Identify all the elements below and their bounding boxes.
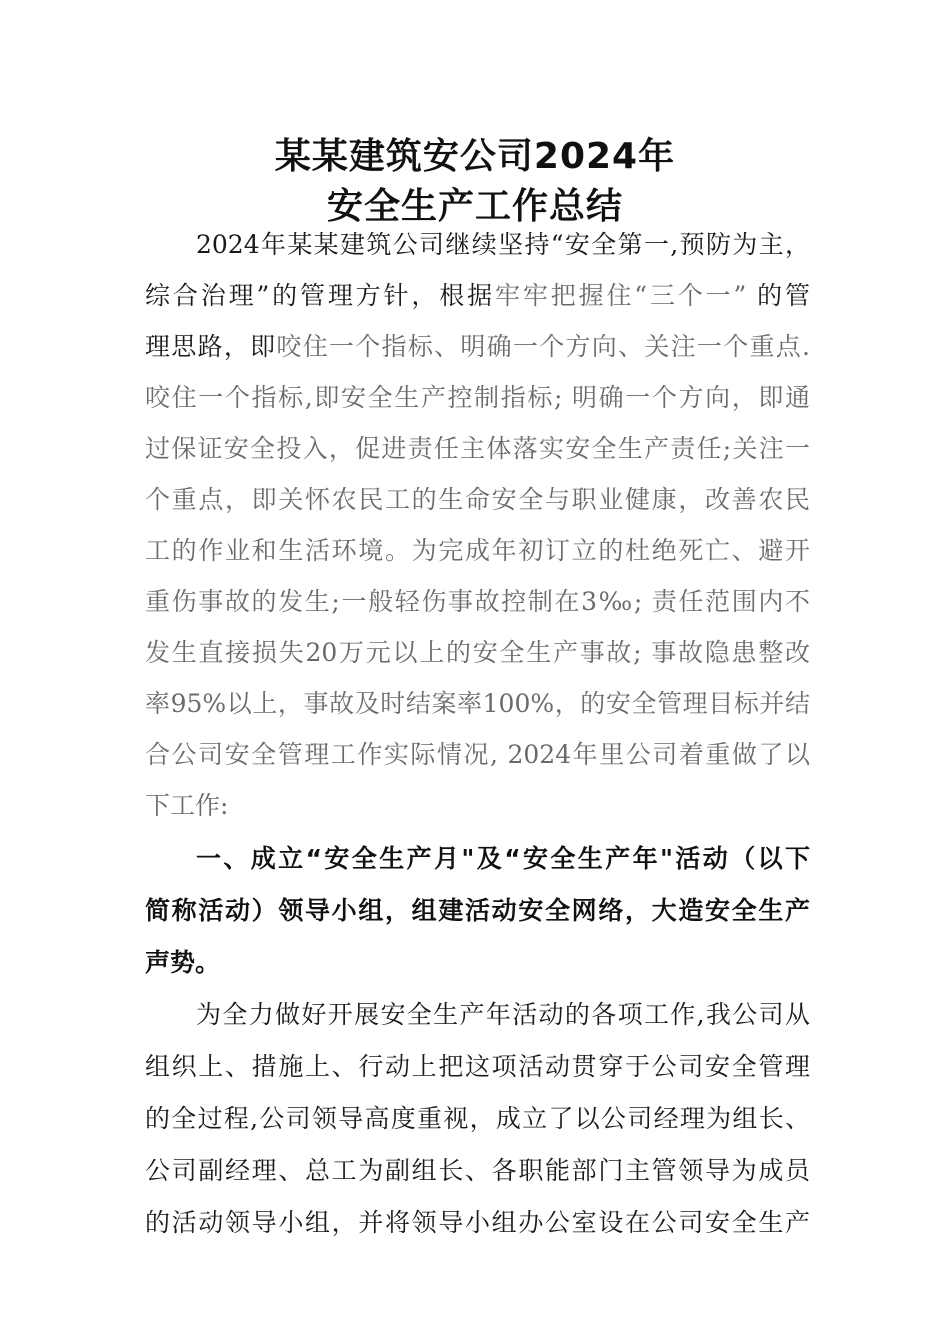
- section-heading-1-line-2: 简称活动）领导小组，组建活动安全网络，大造安全生产: [145, 896, 810, 925]
- section-heading-1-line-3: 声势。: [145, 948, 221, 977]
- document-title-line-2: 安全生产工作总结: [326, 186, 623, 227]
- paragraph-1-line-2-part-b: 牢牢把握住“三个一”: [495, 281, 747, 310]
- paragraph-1-line-4: 咬住一个指标,即安全生产控制指标; 明确一个方向，即通: [145, 383, 810, 412]
- document-title-line-1: 某某建筑安公司2024年: [274, 136, 676, 177]
- paragraph-1-line-3-part-b: 咬住一个指标、明确一个方向、关注一个重点.: [276, 332, 810, 361]
- paragraph-1-line-9: 发生直接损失20万元以上的安全生产事故; 事故隐患整改: [145, 638, 810, 667]
- paragraph-1-line-10: 率95%以上，事故及时结案率100%，的安全管理目标并结: [145, 689, 810, 718]
- paragraph-1-line-7: 工的作业和生活环境。为完成年初订立的杜绝死亡、避开: [145, 536, 810, 565]
- paragraph-1-line-3: [145, 323, 810, 371]
- paragraph-2-line-4: 公司副经理、总工为副组长、各职能部门主管领导为成员: [145, 1156, 810, 1185]
- paragraph-2-line-5: 的活动领导小组，并将领导小组办公室设在公司安全生产: [145, 1208, 810, 1237]
- paragraph-1-line-1: 2024年某某建筑公司继续坚持“安全第一,预防为主，: [196, 230, 810, 259]
- paragraph-1-line-8: 重伤事故的发生;一般轻伤事故控制在3‰; 责任范围内不: [145, 587, 810, 616]
- paragraph-1-line-6: 个重点，即关怀农民工的生命安全与职业健康，改善农民: [145, 485, 810, 514]
- paragraph-2-line-2: 组织上、措施上、行动上把这项活动贯穿于公司安全管理: [145, 1052, 810, 1081]
- paragraph-1-line-2-part-a: 综合治理”的管理方针，根据: [145, 281, 495, 310]
- paragraph-1-line-3-part-a: 理思路，即: [145, 332, 277, 361]
- paragraph-2-line-1: 为全力做好开展安全生产年活动的各项工作,我公司从: [196, 1000, 810, 1029]
- paragraph-1-line-2: [145, 272, 810, 320]
- section-heading-1-line-1: 一、成立“安全生产月"及“安全生产年"活动（以下: [196, 844, 810, 873]
- paragraph-1-line-2-part-c: 的管: [746, 281, 810, 310]
- paragraph-1-line-5: 过保证安全投入，促进责任主体落实安全生产责任;关注一: [145, 434, 810, 463]
- paragraph-2-line-3: 的全过程,公司领导高度重视，成立了以公司经理为组长、: [145, 1104, 810, 1133]
- paragraph-1-line-11: 合公司安全管理工作实际情况, 2024年里公司着重做了以: [145, 740, 810, 769]
- paragraph-1-line-12: 下工作:: [145, 791, 229, 820]
